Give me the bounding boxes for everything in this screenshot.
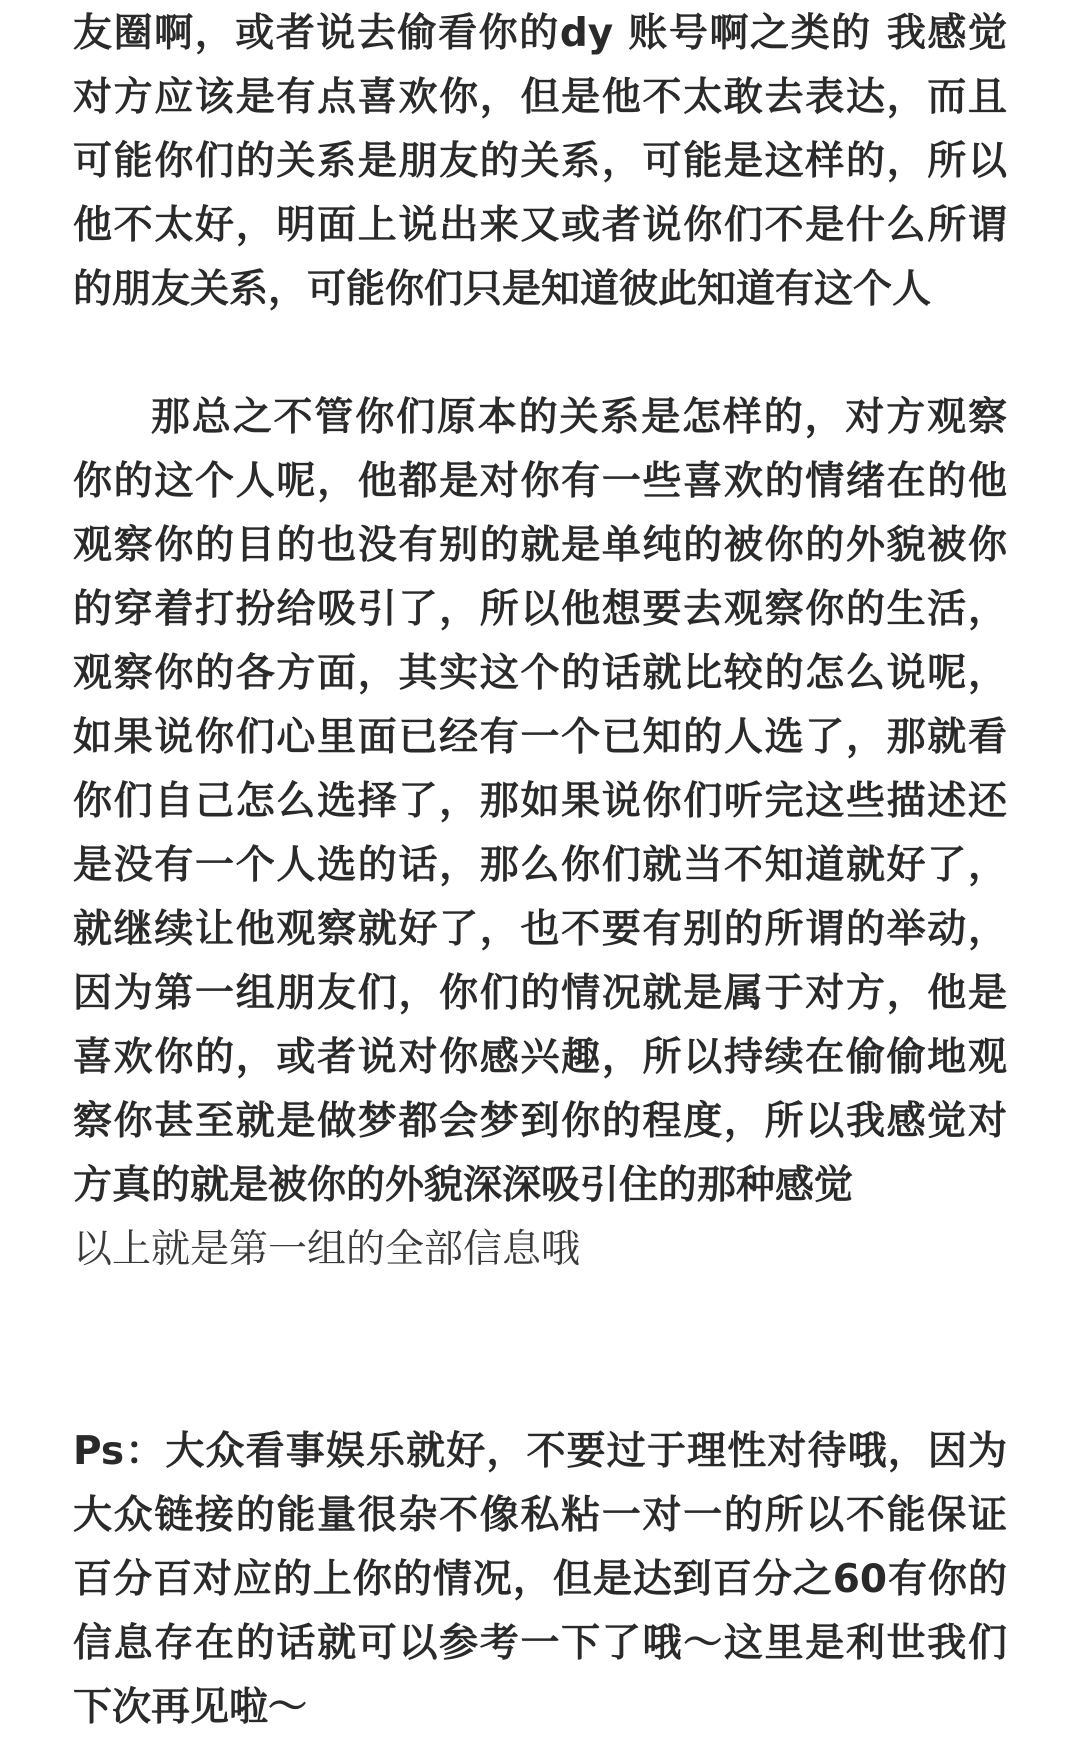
- paragraph-main: 那总之不管你们原本的关系是怎样的，对方观察你的这个人呢，他都是对你有一些喜欢的情绪在的他观察你的目的也没有别的就是单纯的被你的外貌被你的穿着打扮给吸引了，所以他想要去观察你的生活，观察你的各方面，其实这个的话就比较的怎么说呢，如果说你们心里面已经有一个已知的人选了，那就看你们自己怎么选择了，那如果说你们听完这些描述还是没有一个人选的话，那么你们就当不知道就好了，就继续让他观察就好了，也不要有别的所谓的举动，因为第一组朋友们，你们的情况就是属于对方，他是喜欢你的，或者说对你感兴趣，所以持续在偷偷地观察你甚至就是做梦都会梦到你的程度，所以我感觉对方真的就是被你的外貌深深吸引住的那种感觉: [73, 395, 1007, 1208]
- paragraph-postscript: Ps：大众看事娱乐就好，不要过于理性对待哦，因为大众链接的能量很杂不像私粘一对一的所以不能保证百分百对应的上你的情况，但是达到百分之60有你的信息存在的话就可以参考一下了哦～这里是利世我们下次再见啦～: [73, 1429, 1007, 1730]
- paragraph-continuation: 友圈啊，或者说去偷看你的dy 账号啊之类的 我感觉对方应该是有点喜欢你，但是他不太敢去表达，而且可能你们的关系是朋友的关系，可能是这样的，所以他不太好，明面上说出来又或者说你们不是什么所谓的朋友关系，可能你们只是知道彼此知道有这个人: [73, 11, 1007, 312]
- document-body: [73, 0, 1007, 1740]
- paragraph-summary: 以上就是第一组的全部信息哦: [73, 1227, 581, 1272]
